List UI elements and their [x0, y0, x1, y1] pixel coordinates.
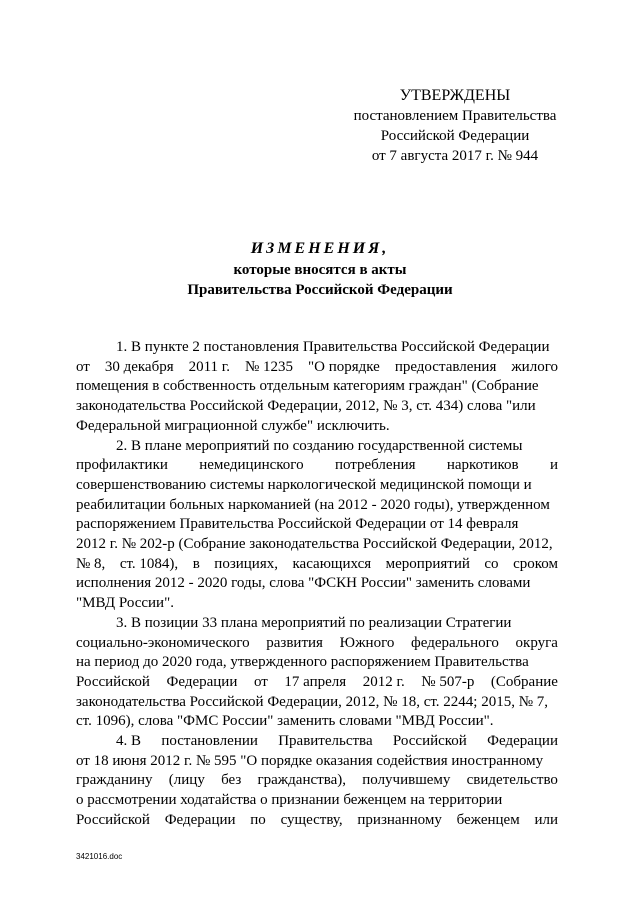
- body-word: Федерации: [164, 811, 236, 828]
- body-word: гражданину: [76, 772, 153, 789]
- body-word: № 8,: [76, 555, 106, 572]
- body-word: потребления: [334, 457, 416, 474]
- body-word: по: [250, 811, 266, 828]
- body-word: Федерации: [487, 733, 558, 750]
- body-word: постановлении: [161, 733, 258, 750]
- approved-label: УТВЕРЖДЕНЫ: [399, 87, 511, 104]
- body-line: [76, 811, 558, 831]
- body-line: 2. В плане мероприятий по созданию государственной системы: [116, 437, 523, 454]
- body-word: социально-экономического: [76, 634, 250, 651]
- body-line: законодательства Российской Федерации, 2012, № 18, ст. 2244; 2015, № 7,: [76, 693, 549, 710]
- body-line: законодательства Российской Федерации, 2012, № 3, ст. 434) слова "или: [76, 398, 536, 415]
- body-word: сроком: [513, 555, 558, 572]
- document-body: [76, 338, 558, 831]
- body-word: существу,: [280, 811, 343, 828]
- body-line: о рассмотрении ходатайства о признании беженцем на территории: [76, 792, 503, 809]
- body-line: [76, 771, 558, 791]
- body-word: позициях,: [214, 555, 278, 572]
- body-word: федерального: [411, 634, 499, 651]
- body-word: 2011 г.: [188, 358, 230, 375]
- body-word: гражданства),: [257, 772, 346, 789]
- document-title-block: [0, 238, 640, 300]
- body-word: свидетельство: [466, 772, 558, 789]
- body-word: получившему: [362, 772, 451, 789]
- body-line: от 18 июня 2012 г. № 595 "О порядке оказания содействия иностранному: [76, 752, 544, 769]
- body-line: "МВД России".: [76, 595, 174, 612]
- body-word: (Собрание: [490, 673, 558, 690]
- body-word: без: [221, 772, 242, 789]
- body-word: касающихся: [292, 555, 372, 572]
- body-line: 2012 г. № 202-р (Собрание законодательства Российской Федерации, 2012,: [76, 536, 553, 553]
- body-word: немедицинского: [199, 457, 304, 474]
- body-word: предоставления: [394, 358, 497, 375]
- body-word: 30 декабря: [104, 358, 174, 375]
- body-word: Правительства: [278, 733, 373, 750]
- body-line: [76, 634, 558, 654]
- document-subtitle-2: Правительства Российской Федерации: [187, 282, 453, 298]
- body-word: (лицу: [168, 772, 205, 789]
- body-word: развития: [266, 634, 323, 651]
- body-word: "О порядке: [308, 358, 380, 375]
- body-line: на период до 2020 года, утвержденного распоряжением Правительства: [76, 654, 529, 671]
- body-word: Российской: [76, 673, 150, 690]
- body-line: помещения в собственность отдельным категориям граждан" (Собрание: [76, 378, 539, 395]
- approval-line-3: от 7 августа 2017 г. № 944: [371, 148, 539, 164]
- body-line: распоряжением Правительства Российской Федерации от 14 февраля: [76, 516, 519, 533]
- body-line: ст. 1096), слова "ФМС России" заменить словами "МВД России".: [76, 713, 494, 730]
- body-word: № 1235: [244, 358, 294, 375]
- file-name-footer: 3421016.doc: [76, 852, 123, 861]
- body-word: наркотиков: [446, 457, 519, 474]
- body-word: от: [253, 673, 268, 690]
- body-word: 2012 г.: [362, 673, 405, 690]
- approval-block: [330, 86, 580, 166]
- body-word: 4. В: [116, 733, 142, 750]
- body-line: 1. В пункте 2 постановления Правительства Российской Федерации: [116, 339, 550, 355]
- body-word: округа: [515, 634, 558, 651]
- body-line: [76, 732, 558, 752]
- body-word: беженцем: [456, 811, 520, 828]
- body-word: № 507-р: [421, 673, 475, 690]
- body-word: и: [549, 457, 558, 474]
- body-word: жилого: [511, 358, 558, 375]
- body-word: со: [484, 555, 499, 572]
- body-line: Федеральной миграционной службе" исключить.: [76, 417, 390, 434]
- document-title: ИЗМЕНЕНИЯ,: [250, 240, 390, 257]
- body-word: профилактики: [76, 457, 168, 474]
- body-line: исполнения 2012 - 2020 годы, слова "ФСКН России" заменить словами: [76, 575, 531, 592]
- body-word: в: [192, 555, 200, 572]
- body-word: Российской: [392, 733, 467, 750]
- body-word: мероприятий: [385, 555, 470, 572]
- body-word: 17 апреля: [284, 673, 347, 690]
- body-line: [76, 673, 558, 693]
- approval-line-1: постановлением Правительства: [353, 108, 557, 124]
- body-line: [76, 358, 558, 378]
- document-subtitle-1: которые вносятся в акты: [233, 262, 407, 278]
- body-word: от: [76, 358, 90, 375]
- body-line: 3. В позиции 33 плана мероприятий по реализации Стратегии: [116, 614, 512, 631]
- body-word: ст. 1084),: [119, 555, 179, 572]
- body-line: совершенствованию системы наркологической медицинской помощи и: [76, 476, 532, 493]
- body-word: признанному: [357, 811, 442, 828]
- body-line: [76, 555, 558, 575]
- body-word: Южного: [339, 634, 395, 651]
- body-word: или: [534, 811, 558, 828]
- body-word: Российской: [76, 811, 150, 828]
- body-line: [76, 456, 558, 476]
- body-line: реабилитации больных наркоманией (на 2012 - 2020 годы), утвержденном: [76, 496, 550, 513]
- approval-line-2: Российской Федерации: [380, 128, 530, 144]
- body-word: Федерации: [166, 673, 238, 690]
